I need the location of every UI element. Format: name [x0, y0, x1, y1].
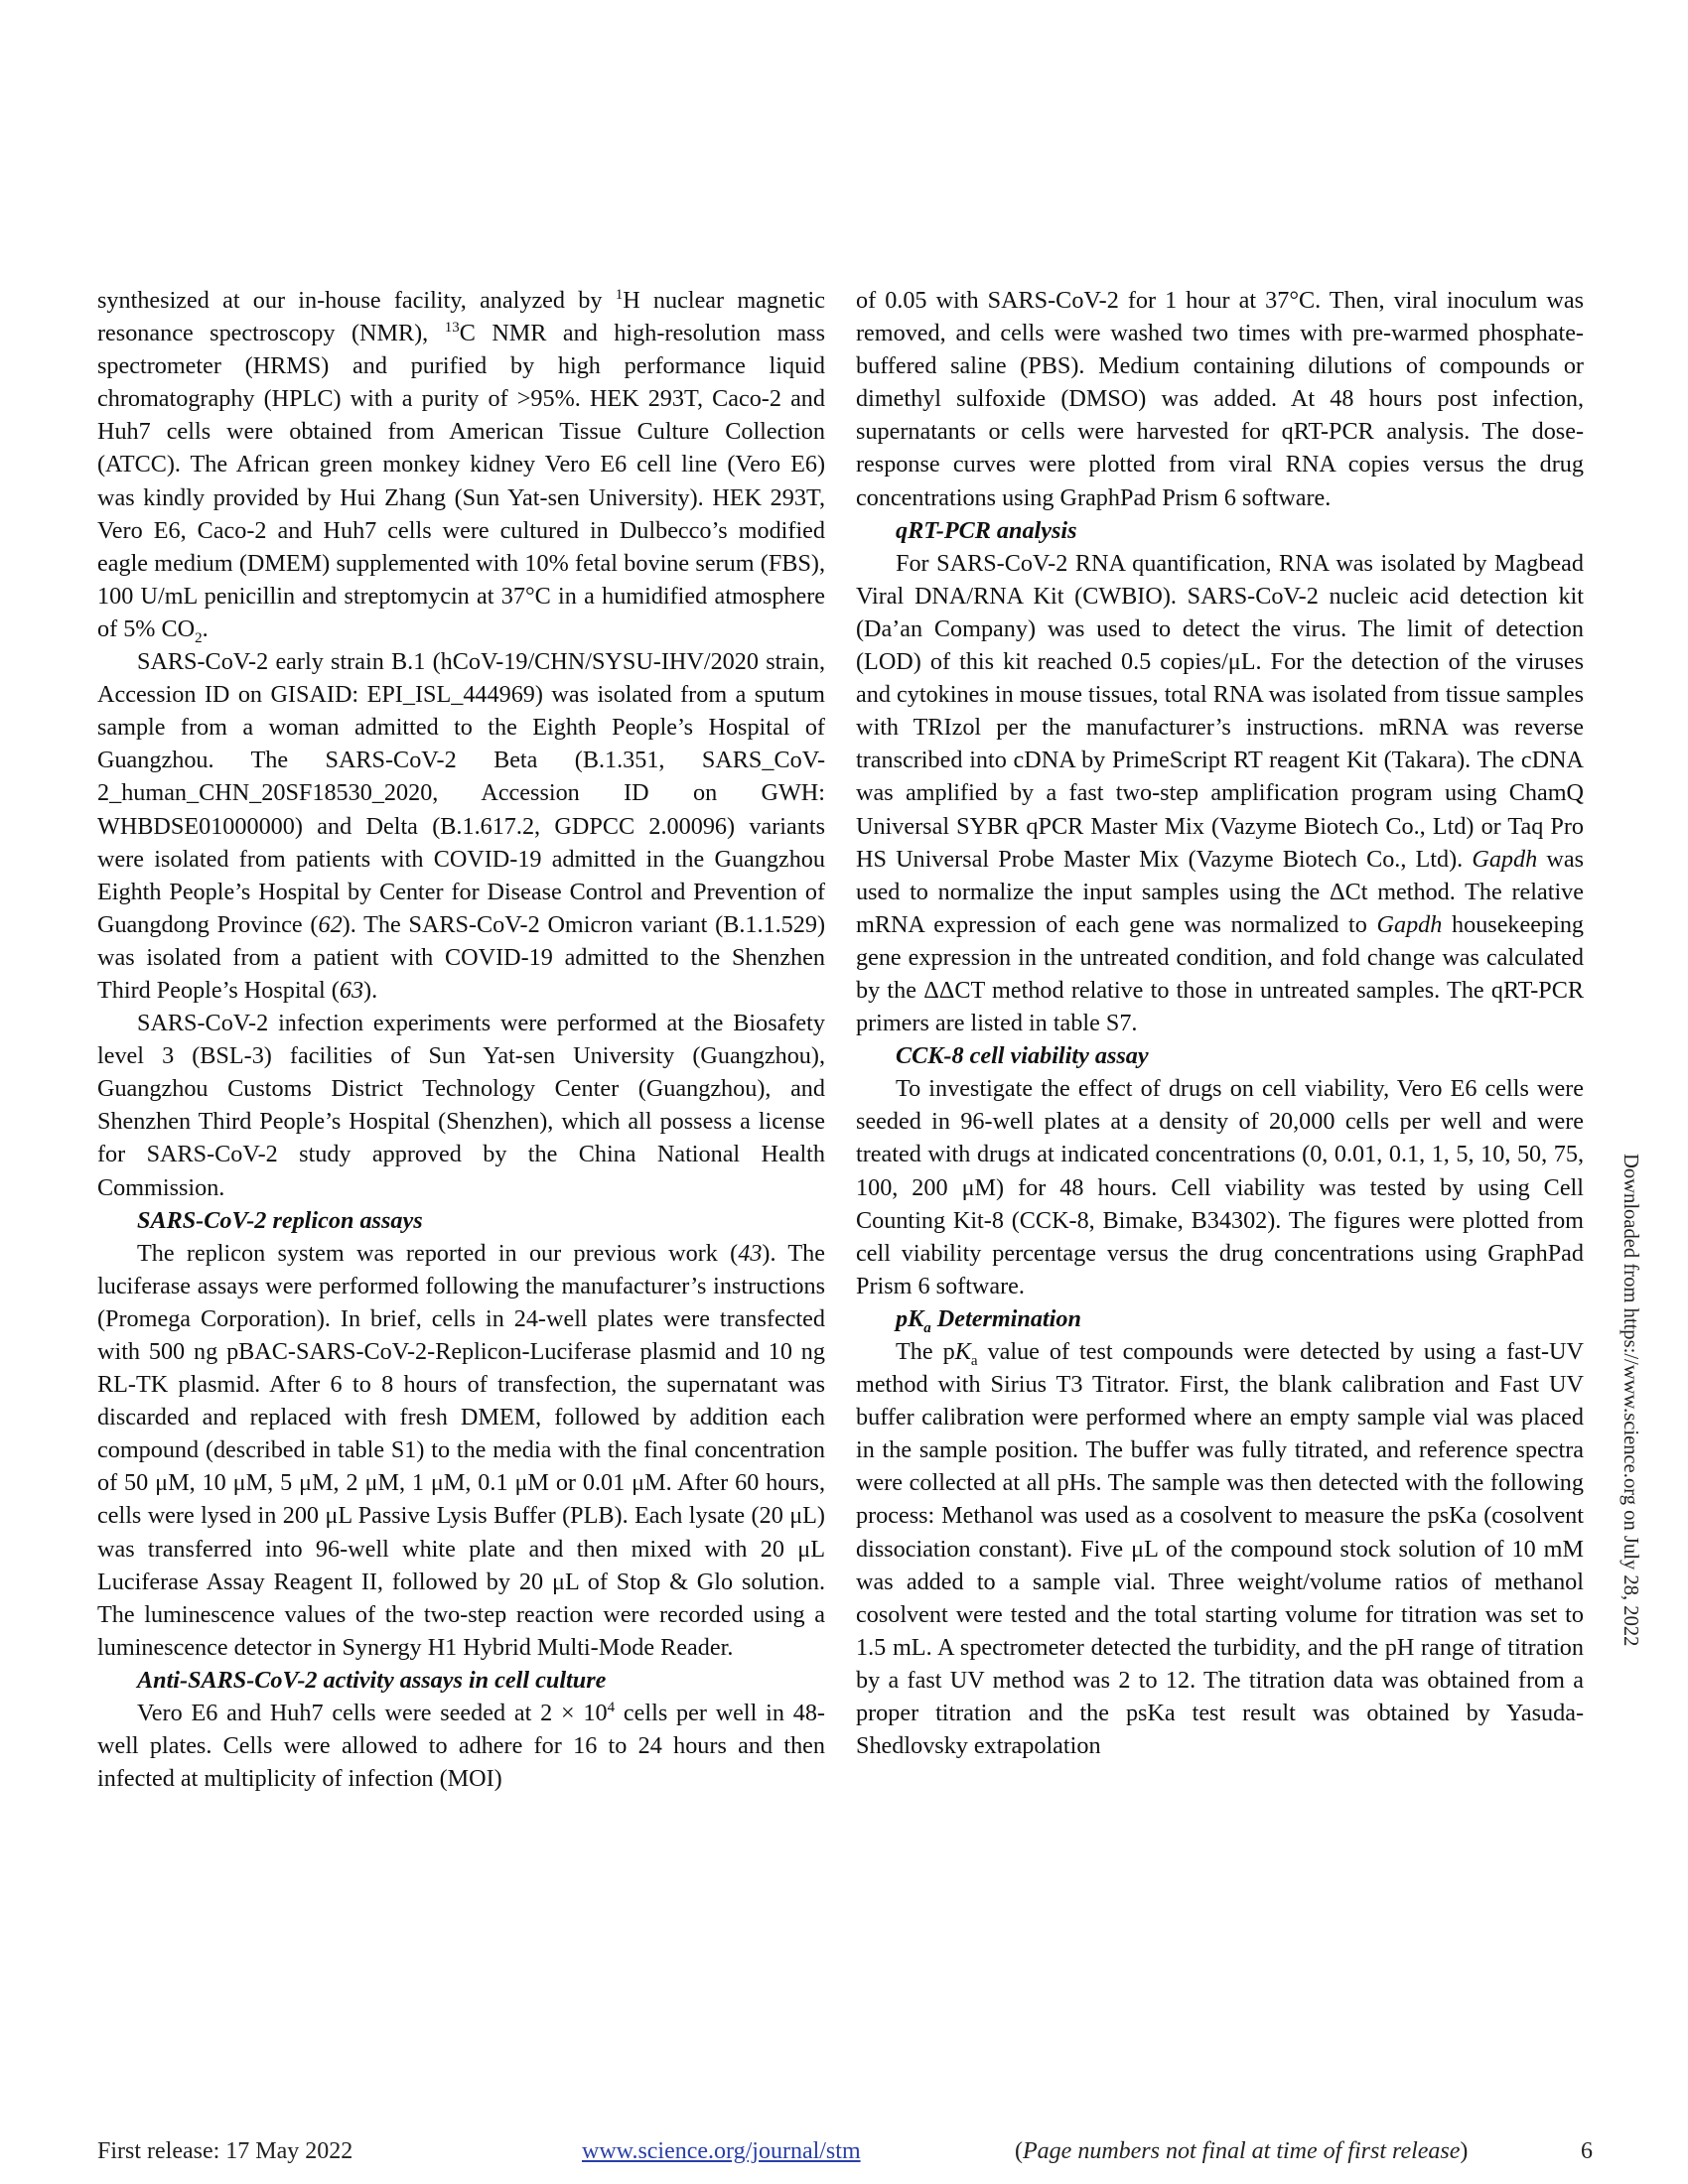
release-date: First release: 17 May 2022 — [97, 2138, 353, 2164]
section-heading-pka — [856, 1302, 1584, 1335]
download-watermark-text: Downloaded from https://www.science.org on July 28, 2022 — [1619, 1154, 1641, 1647]
paragraph-synthesis — [97, 284, 825, 645]
gene-name: Gapdh — [1472, 845, 1538, 873]
text-run: C NMR and high-resolution mass spectrometer (HRMS) and purified by high performance liquid chromatography (HPLC) with a purity of >95%. HEK 293T, Caco-2 and Huh7 cells were obtained from American Tissue Culture Collection (ATCC). The African green monkey kidney Vero E6 cell line (Vero E6) was kindly provided by Hui Zhang (Sun Yat-sen University). HEK 293T, Vero E6, Caco-2 and Huh7 cells were cultured in Dulbecco’s modified eagle medium (DMEM) supplemented with 10% fetal bovine serum (FBS), 100 U/mL penicillin and streptomycin at 37°C in a humidified atmosphere of 5% CO — [97, 320, 825, 642]
page-number: 6 — [1581, 2138, 1593, 2164]
citation-ref: 63 — [339, 976, 364, 1004]
text-run: value of test compounds were detected by using a fast-UV method with Sirius T3 Titrator. First, the blank calibration and Fast UV buffer calibration were performed where an empty sample vial was placed in the sample position. The buffer was fully titrated, and reference spectra were collected at all pHs. The sample was then detected with the following process: Methanol was used as a cosolvent to measure the psKa (cosolvent dissociation constant). Five μL of the compound stock solution of 10 mM was added to a sample vial. Three weight/volume ratios of methanol cosolvent were tested and the total starting volume for titration was set to 1.5 mL. A spectrometer detected the turbidity, and the pH range of titration by a fast UV method was 2 to 12. The titration data was obtained from a proper titration and the psKa test result was obtained by Yasuda-Shedlovsky extrapolation — [856, 1338, 1584, 1760]
citation-ref: 62 — [318, 910, 343, 938]
paragraph-biosafety: SARS-CoV-2 infection experiments were performed at the Biosafety level 3 (BSL-3) facilities of Sun Yat-sen University (Guangzhou), Guangzhou Customs District Technology Center (Guangzhou), and Shenzhen Third People’s Hospital (Shenzhen), which all possess a license for SARS-CoV-2 study approved by the China National Health Commission. — [97, 1010, 825, 1201]
page-number-note — [1015, 2138, 1468, 2165]
right-column — [856, 284, 1584, 1762]
subscript: a — [923, 1319, 931, 1336]
text-run: SARS-CoV-2 early strain B.1 (hCoV-19/CHN/SYSU-IHV/2020 strain, Accession ID on GISAID: EPI_ISL_444969) was isolated from a sputum sample from a woman admitted to the Eighth People’s Hospital of Guangzhou. The SARS-CoV-2 Beta (B.1.351, SARS_CoV-2_human_CHN_20SF18530_2020, Accession ID on GWH: WHBDSE01000000) and Delta (B.1.617.2, GDPCC 2.00096) variants were isolated from patients with COVID-19 admitted in the Guangzhou Eighth People’s Hospital by Center for Disease Control and Prevention of Guangdong Province ( — [97, 648, 825, 938]
section-heading-qrt-pcr: qRT-PCR analysis — [896, 516, 1077, 544]
text-run: was used to normalize the input samples using the ΔCt method. The relative mRNA expression of each gene was normalized to — [856, 845, 1584, 938]
text-run: cells per well in 48-well plates. Cells were allowed to adhere for 16 to 24 hours and then infected at multiplicity of infection (MOI) — [97, 1700, 825, 1793]
left-column — [97, 284, 825, 1795]
text-run: For SARS-CoV-2 RNA quantification, RNA was isolated by Magbead Viral DNA/RNA Kit (CWBIO). SARS-CoV-2 nucleic acid detection kit (Da’an Company) was used to detect the virus. The limit of detection (LOD) of this kit reached 0.5 copies/μL. For the detection of the viruses and cytokines in mouse tissues, total RNA was isolated from tissue samples with TRIzol per the manufacturer’s instructions. mRNA was reverse transcribed into cDNA by PrimeScript RT reagent Kit (Takara). The cDNA was amplified by a fast two-step amplification program using ChamQ Universal SYBR qPCR Master Mix (Vazyme Biotech Co., Ltd) or Taq Pro HS Universal Probe Master Mix (Vazyme Biotech Co., Ltd). — [856, 549, 1584, 873]
text-run: Vero E6 and Huh7 cells were seeded at 2 × 10 — [137, 1700, 608, 1727]
page-number-note-text: Page numbers not final at time of first release — [1023, 2138, 1461, 2164]
text-run: Determination — [930, 1304, 1081, 1332]
paragraph-virus-strains — [97, 645, 825, 1007]
text-run: ). — [363, 976, 378, 1004]
text-run: synthesized at our in-house facility, analyzed by — [97, 287, 616, 314]
superscript: 1 — [615, 286, 624, 303]
citation-ref: 43 — [738, 1239, 763, 1267]
paragraph-infection: of 0.05 with SARS-CoV-2 for 1 hour at 37°C. Then, viral inoculum was removed, and cells were washed two times with pre-warmed phosphate-buffered saline (PBS). Medium containing dilutions of compounds or dimethyl sulfoxide (DMSO) was added. At 48 hours post infection, supernatants or cells were harvested for qRT-PCR analysis. The dose-response curves were plotted from viral RNA copies versus the drug concentrations using GraphPad Prism 6 software. — [856, 287, 1584, 511]
paragraph-antiviral — [97, 1697, 825, 1795]
paren-open: ( — [1015, 2138, 1023, 2164]
text-run: H nuclear magnetic resonance spectroscopy (NMR), — [97, 287, 825, 347]
superscript: 4 — [607, 1699, 616, 1715]
text-run: housekeeping gene expression in the untreated condition, and fold change was calculated by the ΔΔCT method relative to those in untreated samples. The qRT-PCR primers are listed in table S7. — [856, 910, 1585, 1037]
journal-link[interactable]: www.science.org/journal/stm — [582, 2138, 861, 2164]
text-run: The replicon system was reported in our previous work ( — [137, 1239, 739, 1267]
text-run: The p — [896, 1338, 955, 1365]
text-run: K — [954, 1338, 971, 1365]
subscript: 2 — [195, 629, 203, 646]
text-run: pK — [896, 1304, 924, 1332]
section-heading-cck8: CCK-8 cell viability assay — [896, 1042, 1149, 1070]
gene-name: Gapdh — [1376, 910, 1443, 938]
page-footer — [97, 2138, 1593, 2178]
paragraph-replicon — [97, 1237, 825, 1664]
superscript: 13 — [444, 320, 460, 337]
text-run: . — [202, 614, 209, 642]
text-run: ). The luciferase assays were performed following the manufacturer’s instructions (Promega Corporation). In brief, cells in 24-well plates were transfected with 500 ng pBAC-SARS-CoV-2-Replicon-Luciferase plasmid and 10 ng RL-TK plasmid. After 6 to 8 hours of transfection, the supernatant was discarded and replaced with fresh DMEM, followed by addition each compound (described in table S1) to the media with the final concentration of 50 μM, 10 μM, 5 μM, 2 μM, 1 μM, 0.1 μM or 0.01 μM. After 60 hours, cells were lysed in 200 μL Passive Lysis Buffer (PLB). Each lysate (20 μL) was transferred into 96-well white plate and then mixed with 20 μL Luciferase Assay Reagent II, followed by 20 μL of Stop & Glo solution. The luminescence values of the two-step reaction were recorded using a luminescence detector in Synergy H1 Hybrid Multi-Mode Reader. — [97, 1239, 825, 1661]
section-heading-replicon: SARS-CoV-2 replicon assays — [137, 1206, 423, 1234]
paragraph-pka — [856, 1335, 1584, 1762]
paragraph-cck8: To investigate the effect of drugs on cell viability, Vero E6 cells were seeded in 96-well plates at a density of 20,000 cells per well and were treated with drugs at indicated concentrations (0, 0.01, 0.1, 1, 5, 10, 50, 75, 100, 200 μM) for 48 hours. Cell viability was tested by using Cell Counting Kit-8 (CCK-8, Bimake, B34302). The figures were plotted from cell viability percentage versus the drug concentrations using GraphPad Prism 6 software. — [856, 1075, 1584, 1299]
subscript: a — [970, 1352, 978, 1369]
download-watermark — [1617, 1154, 1644, 1696]
text-run: ). The SARS-CoV-2 Omicron variant (B.1.1.529) was isolated from a patient with COVID-19 admitted to the Shenzhen Third People’s Hospital ( — [97, 910, 825, 1004]
paragraph-qrt-pcr — [856, 547, 1584, 1039]
paren-close: ) — [1460, 2138, 1469, 2164]
section-heading-antiviral: Anti-SARS-CoV-2 activity assays in cell culture — [137, 1666, 607, 1694]
